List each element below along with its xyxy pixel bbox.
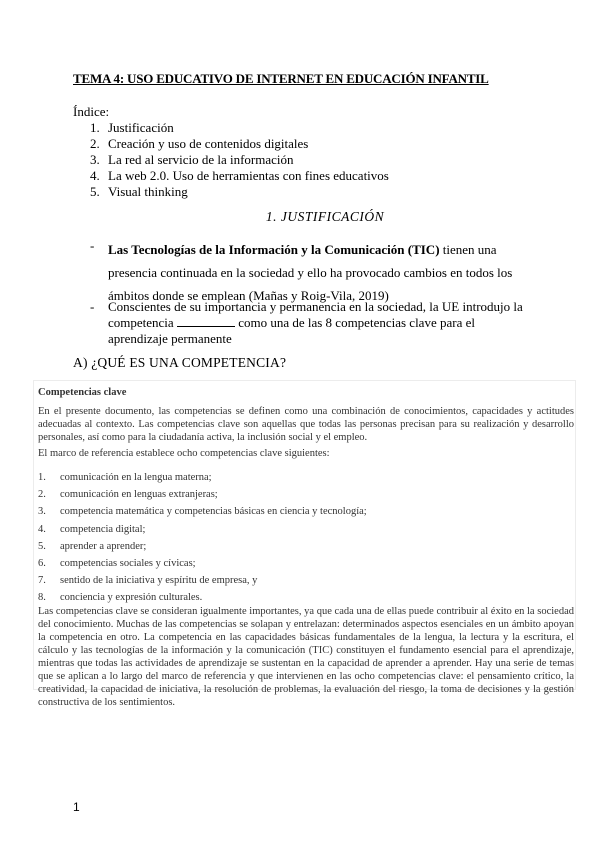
bullet-dash: - [90,299,95,314]
scan-item-text: competencia matemática y competencias básicas en ciencia y tecnología; [60,506,367,518]
scan-list-item [38,486,367,503]
bullet-rest-text: tienen una presencia continuada en la sociedad y ello ha provocado cambios en todos los ámbitos donde se emplean (Mañas y Roig-Vila, 2019) [108,242,513,303]
bullet-text [108,238,538,307]
scan-item-text: comunicación en lenguas extranjeras; [60,489,218,501]
section-heading-justificacion: 1. JUSTIFICACIÓN [265,209,385,224]
subheading-que-es-competencia: A) ¿QUÉ ES UNA COMPETENCIA? [73,355,287,370]
index-item-number: 1. [90,120,100,135]
index-item-text: La web 2.0. Uso de herramientas con fines educativos [108,168,389,183]
index-list [90,120,389,200]
index-item-number: 2. [90,136,100,151]
scan-item-text: conciencia y expresión culturales. [60,592,203,604]
scan-title: Competencias clave [38,387,127,398]
scan-list-item [38,555,367,572]
index-item [90,168,389,184]
index-item-number: 3. [90,152,100,167]
index-item-text: La red al servicio de la información [108,152,294,167]
scan-list-item [38,469,367,486]
bullet-text-after: como una de las 8 competencias clave para el aprendizaje permanente [108,315,475,346]
embedded-scan-competencias [33,380,576,708]
scan-list-item [38,521,367,538]
bullet-dash: - [90,238,95,253]
document-title: TEMA 4: USO EDUCATIVO DE INTERNET EN EDUCACIÓN INFANTIL [73,71,489,86]
fill-in-blank [177,315,235,327]
scan-competencias-list [38,469,367,607]
index-item-text: Justificación [108,120,174,135]
index-item [90,152,389,168]
scan-item-text: comunicación en la lengua materna; [60,472,212,483]
index-label: Índice: [73,104,110,119]
scan-intro-paragraph: En el presente documento, las competencias se definen como una combinación de conocimientos, capacidades y actitudes adecuadas al contexto. Las competencias clave son aquellas que todas las personas precisan para su realización y desarrollo personales, así como para la ciudadanía activa, la inclusión social y el empleo. [38,406,574,443]
scan-item-text: sentido de la iniciativa y espíritu de empresa, y [60,575,258,587]
scan-item-text: aprender a aprender; [60,540,147,552]
scan-item-number: 3. [38,506,46,518]
index-item-number: 4. [90,168,100,183]
scan-item-number: 2. [38,489,46,501]
bullet-text-before: Conscientes de su importancia y permanencia en la sociedad, la UE introdujo la competencia [108,299,523,330]
scan-list-item [38,503,367,520]
index-item [90,184,389,200]
index-item-text: Visual thinking [108,184,188,199]
scan-item-number: 6. [38,557,46,569]
bullet-bold-text: Las Tecnologías de la Información y la Comunicación (TIC) [108,242,440,257]
scan-item-text: competencias sociales y cívicas; [60,557,196,569]
scan-item-number: 7. [38,575,46,587]
scan-list-item [38,589,367,606]
index-item [90,120,389,136]
scan-framework-line: El marco de referencia establece ocho competencias clave siguientes: [38,448,330,459]
scan-item-number: 5. [38,540,46,552]
scan-item-number: 8. [38,592,46,604]
scan-list-item [38,538,367,555]
bullet-text [108,299,538,347]
index-item [90,136,389,152]
scan-list-item [38,572,367,589]
scan-closing-paragraph: Las competencias clave se consideran igualmente importantes, ya que cada una de ellas puede contribuir al éxito en la sociedad del conocimiento. Muchas de las competencias se solapan y entrelazan: determinados aspectos esenciales en un ámbito apoyan la competencia en otro. La competencia en las capacidades básicas fundamentales de la lengua, la lectura y la escritura, el cálculo y las tecnologías de la información y la comunicación (TIC) constituyen el fundamento esencial para el aprendizaje, mientras que todas las actividades de aprendizaje se sustentan en la capacidad de aprender a aprender. Hay una serie de temas que se aplican a lo largo del marco de referencia y que intervienen en las ocho competencias clave: el pensamiento crítico, la creatividad, la capacidad de iniciativa, la resolución de problemas, la evaluación del riesgo, la toma de decisiones y la gestión constructiva de los sentimientos. [38,606,574,708]
page-number: 1 [73,800,80,814]
scan-item-text: competencia digital; [60,523,146,535]
scan-item-number: 4. [38,523,46,535]
scan-item-number: 1. [38,472,46,483]
index-item-number: 5. [90,184,100,199]
index-item-text: Creación y uso de contenidos digitales [108,136,309,151]
